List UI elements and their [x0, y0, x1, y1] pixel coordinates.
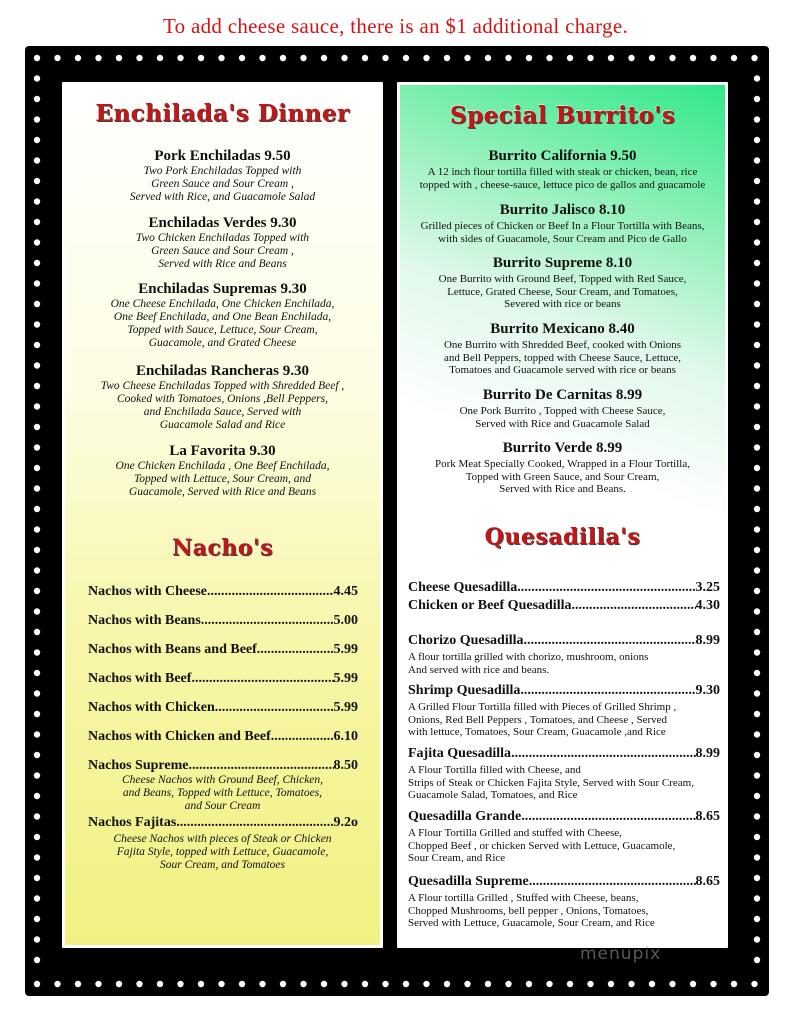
border-dot [34, 772, 40, 778]
border-dot [34, 260, 40, 266]
enchilada-item-description: Green Sauce and Sour Cream , [151, 178, 294, 190]
nacho-row [88, 613, 358, 629]
quesadilla-description: And served with rice and beans. [408, 663, 550, 676]
burrito-item-description: Grilled pieces of Chicken or Beef In a Flour Tortilla with Beans, [420, 220, 705, 232]
dot-leader [517, 580, 695, 596]
quesadilla-description: A Flour Tortilla Grilled and stuffed with Cheese, [408, 827, 622, 839]
nacho-price: 5.00 [333, 613, 358, 628]
border-dot [690, 55, 696, 61]
nacho-row [88, 584, 358, 600]
border-dot [239, 981, 245, 987]
border-dot [754, 916, 760, 922]
quesadilla-row [408, 598, 720, 614]
border-dot [34, 506, 40, 512]
enchilada-item-description: Topped with Lettuce, Sour Cream, and [133, 473, 312, 485]
border-dot [34, 321, 40, 327]
nacho-price: 5.99 [333, 671, 358, 686]
enchilada-item-description: One Cheese Enchilada, One Chicken Enchilada, [110, 298, 335, 310]
border-dot [754, 260, 760, 266]
nacho-row [88, 729, 358, 745]
enchilada-item-description: Guacamole, and Grated Cheese [148, 337, 297, 349]
border-dot [34, 690, 40, 696]
quesadilla-price: 9.30 [695, 683, 720, 698]
border-dot [526, 981, 532, 987]
border-dot [341, 55, 347, 61]
nachos-supreme-description: and Beans, Topped with Lettuce, Tomatoes, [122, 787, 323, 799]
enchilada-item-title: Enchiladas Verdes 9.30 [148, 215, 297, 231]
border-dot [95, 981, 101, 987]
border-dot [239, 55, 245, 61]
quesadilla-description: Guacamole Salad, Tomatoes, and Rice [408, 789, 578, 801]
quesadilla-description: A Flour tortilla Grilled , Stuffed with Cheese, beans, [408, 892, 639, 904]
border-dot [34, 362, 40, 368]
border-dot [34, 854, 40, 860]
border-dot [754, 198, 760, 204]
border-dot [34, 547, 40, 553]
border-dot [754, 895, 760, 901]
border-dot [754, 362, 760, 368]
border-dot [218, 55, 224, 61]
border-dot [754, 629, 760, 635]
border-dot [754, 875, 760, 881]
border-dot [34, 403, 40, 409]
border-dot [754, 752, 760, 758]
burrito-item-description: and Bell Peppers, topped with Cheese Sauce, Lettuce, [443, 351, 682, 364]
dot-leader [207, 584, 334, 600]
border-dot [54, 981, 60, 987]
nacho-price: 5.99 [333, 642, 358, 657]
enchilada-item-description: One Beef Enchilada, and One Bean Enchilada, [113, 311, 332, 323]
quesadilla-price: 3.25 [695, 580, 720, 595]
border-dot [177, 981, 183, 987]
border-dot [34, 280, 40, 286]
quesadilla-description: A flour tortilla grilled with chorizo, mushroom, onions [408, 651, 649, 663]
enchilada-item-description: One Chicken Enchilada , One Beef Enchilada, [115, 460, 330, 472]
border-dot [754, 854, 760, 860]
enchilada-item-description: Green Sauce and Sour Cream , [151, 245, 294, 257]
border-dot [754, 793, 760, 799]
border-dot [34, 526, 40, 532]
dot-leader [520, 683, 695, 699]
enchilada-item-description: Two Chicken Enchiladas Topped with [135, 232, 310, 244]
quesadillas-title: Quesadilla's [484, 524, 641, 550]
border-dot [754, 280, 760, 286]
border-dot [754, 608, 760, 614]
border-dot [34, 567, 40, 573]
border-dot [754, 772, 760, 778]
quesadilla-name: Shrimp Quesadilla [408, 683, 521, 698]
border-dot [754, 96, 760, 102]
dot-leader [257, 642, 334, 658]
border-dot [754, 137, 760, 143]
border-dot [34, 670, 40, 676]
cheese-sauce-notice: To add cheese sauce, there is an $1 additional charge. [162, 14, 629, 38]
nacho-name: Nachos with Beans [88, 613, 201, 628]
quesadilla-description: Chopped Mushrooms, bell pepper , Onions, Tomatoes, [408, 904, 649, 917]
border-dot [754, 485, 760, 491]
nacho-name: Nachos Supreme [88, 758, 189, 773]
border-dot [751, 55, 757, 61]
nacho-name: Nachos with Beef [88, 671, 192, 686]
border-dot [34, 137, 40, 143]
quesadilla-name: Quesadilla Supreme [408, 874, 529, 889]
dot-leader [511, 746, 695, 762]
burrito-item-description: Served with Rice and Guacamole Salad [475, 417, 650, 430]
quesadilla-description: with lettuce, Tomatoes, Sour Cream, Guacamole ,and Rice [408, 726, 666, 738]
border-dot [649, 981, 655, 987]
dot-leader [191, 671, 333, 687]
border-dot [362, 55, 368, 61]
border-dot [754, 649, 760, 655]
border-dot [754, 813, 760, 819]
enchilada-item-description: Guacamole, Served with Rice and Beans [128, 486, 317, 498]
border-dot [34, 957, 40, 963]
border-dot [567, 981, 573, 987]
border-dot [423, 981, 429, 987]
dot-leader [201, 613, 334, 629]
border-dot [54, 55, 60, 61]
dot-leader [176, 815, 333, 831]
border-dot [669, 55, 675, 61]
burrito-item-description: Pork Meat Specially Cooked, Wrapped in a Flour Tortilla, [434, 458, 690, 470]
quesadilla-price: 8.99 [695, 633, 720, 648]
border-dot [751, 981, 757, 987]
border-dot [34, 588, 40, 594]
quesadilla-price: 8.99 [695, 746, 720, 761]
enchilada-item-description: Served with Rice, and Guacamole Salad [129, 191, 316, 203]
nacho-name: Nachos with Chicken and Beef [88, 729, 271, 744]
enchilada-item-description: Guacamole Salad and Rice [159, 419, 286, 431]
border-dot [34, 116, 40, 122]
nachos-fajitas-description: Sour Cream, and Tomatoes [159, 859, 286, 871]
border-dot [34, 793, 40, 799]
nachos-supreme-description: and Sour Cream [184, 800, 261, 812]
border-dot [464, 55, 470, 61]
enchilada-item-title: La Favorita 9.30 [169, 443, 276, 459]
border-dot [34, 936, 40, 942]
border-dot [754, 936, 760, 942]
nacho-price: 5.99 [333, 700, 358, 715]
burrito-item-title: Burrito Supreme 8.10 [492, 255, 633, 271]
border-dot [710, 981, 716, 987]
border-dot [444, 981, 450, 987]
border-dot [116, 55, 122, 61]
border-dot [710, 55, 716, 61]
quesadilla-row [408, 580, 720, 596]
border-dot [587, 981, 593, 987]
nachos-fajitas-description: Cheese Nachos with pieces of Steak or Chicken [113, 833, 332, 845]
border-dot [34, 875, 40, 881]
border-dot [34, 981, 40, 987]
border-dot [754, 444, 760, 450]
border-dot [34, 239, 40, 245]
border-dot [157, 55, 163, 61]
burrito-item-description: Topped with Green Sauce, and Sour Cream, [465, 470, 660, 483]
border-dot [198, 55, 204, 61]
burrito-item-description: topped with , cheese-sauce, lettuce pico de gallos and guacamole [419, 178, 706, 191]
quesadilla-name: Chorizo Quesadilla [408, 633, 524, 648]
border-dot [567, 55, 573, 61]
border-dot [628, 55, 634, 61]
border-dot [34, 608, 40, 614]
nacho-row [88, 642, 358, 658]
border-dot [754, 403, 760, 409]
border-dot [464, 981, 470, 987]
nacho-price: 8.50 [333, 758, 358, 773]
border-dot [34, 711, 40, 717]
border-dot [526, 55, 532, 61]
nacho-price: 9.2o [333, 815, 358, 830]
quesadilla-description: Strips of Steak or Chicken Fajita Style, Served with Sour Cream, [408, 776, 694, 789]
dot-leader [529, 874, 696, 890]
border-dot [34, 649, 40, 655]
nacho-row [88, 700, 358, 716]
nachos-title: Nacho's [171, 535, 274, 561]
border-dot [754, 567, 760, 573]
enchilada-item-description: Two Cheese Enchiladas Topped with Shredded Beef , [100, 380, 345, 392]
border-dot [136, 55, 142, 61]
border-dot [34, 219, 40, 225]
border-dot [34, 424, 40, 430]
quesadilla-description: Served with Lettuce, Guacamole, Sour Cream, and Rice [408, 917, 655, 929]
burrito-item-description: One Pork Burrito , Topped with Cheese Sauce, [459, 405, 666, 417]
nachos-supreme-description: Cheese Nachos with Ground Beef, Chicken, [121, 774, 324, 786]
border-dot [485, 981, 491, 987]
border-dot [157, 981, 163, 987]
nacho-row [88, 758, 358, 774]
nacho-name: Nachos with Cheese [88, 584, 207, 599]
dot-leader [524, 633, 696, 649]
burrito-item-title: Burrito Verde 8.99 [502, 440, 623, 456]
border-dot [546, 981, 552, 987]
border-dot [754, 526, 760, 532]
quesadilla-description: Sour Cream, and Rice [408, 852, 506, 864]
border-dot [34, 731, 40, 737]
enchiladas-title: Enchilada's Dinner [95, 100, 350, 127]
border-dot [34, 629, 40, 635]
border-dot [754, 219, 760, 225]
border-dot [382, 981, 388, 987]
nacho-name: Nachos with Chicken [88, 700, 215, 715]
burrito-item-description: One Burrito with Ground Beef, Topped with Red Sauce, [438, 273, 687, 285]
border-dot [754, 301, 760, 307]
quesadilla-price: 8.65 [695, 809, 720, 824]
border-dot [177, 55, 183, 61]
nacho-row [88, 671, 358, 687]
quesadilla-row [408, 633, 720, 649]
quesadilla-description: A Grilled Flour Tortilla filled with Pieces of Grilled Shrimp , [408, 701, 677, 713]
border-dot [754, 547, 760, 553]
burrito-item-title: Burrito Mexicano 8.40 [490, 321, 635, 337]
border-dot [34, 383, 40, 389]
border-dot [754, 424, 760, 430]
dot-leader [271, 729, 334, 745]
border-dot [754, 506, 760, 512]
border-dot [754, 157, 760, 163]
burrito-item-title: Burrito De Carnitas 8.99 [482, 387, 643, 403]
quesadilla-row [408, 874, 720, 890]
border-dot [608, 55, 614, 61]
border-dot [754, 116, 760, 122]
enchilada-item-description: Topped with Sauce, Lettuce, Sour Cream, [127, 324, 318, 336]
enchilada-item-title: Pork Enchiladas 9.50 [154, 148, 291, 164]
quesadilla-description: Chopped Beef , or chicken Served with Lettuce, Guacamole, [408, 839, 676, 852]
quesadilla-row [408, 683, 720, 699]
enchilada-item-description: Served with Rice and Beans [158, 258, 287, 270]
enchilada-item-description: Cooked with Tomatoes, Onions ,Bell Peppers, [116, 393, 329, 405]
border-dot [690, 981, 696, 987]
border-dot [34, 96, 40, 102]
nacho-price: 6.10 [333, 729, 358, 744]
border-dot [321, 981, 327, 987]
border-dot [669, 981, 675, 987]
border-dot [754, 75, 760, 81]
quesadilla-name: Cheese Quesadilla [408, 580, 518, 595]
enchilada-item-title: Enchiladas Rancheras 9.30 [136, 363, 309, 379]
border-dot [403, 981, 409, 987]
quesadilla-row [408, 746, 720, 762]
border-dot [403, 55, 409, 61]
quesadilla-row [408, 809, 720, 825]
border-dot [198, 981, 204, 987]
border-dot [754, 731, 760, 737]
border-dot [731, 55, 737, 61]
border-dot [608, 981, 614, 987]
burrito-item-description: Tomatoes and Guacamole served with rice or beans [449, 364, 676, 376]
quesadilla-price: 8.65 [695, 874, 720, 889]
dot-leader [215, 700, 334, 716]
burrito-item-description: Severed with rice or beans [504, 298, 621, 310]
border-dot [34, 301, 40, 307]
quesadilla-description: Onions, Red Bell Peppers , Tomatoes, and Cheese , Served [408, 713, 668, 726]
border-dot [731, 981, 737, 987]
enchilada-item-description: and Enchilada Sauce, Served with [143, 406, 302, 418]
border-dot [280, 981, 286, 987]
burrito-item-description: Served with Rice and Beans. [499, 483, 626, 495]
border-dot [754, 465, 760, 471]
border-dot [754, 670, 760, 676]
border-dot [754, 239, 760, 245]
border-dot [136, 981, 142, 987]
burrito-item-description: One Burrito with Shredded Beef, cooked with Onions [443, 339, 682, 351]
border-dot [218, 981, 224, 987]
burritos-title: Special Burrito's [449, 102, 676, 129]
nacho-name: Nachos with Beans and Beef [88, 642, 257, 657]
border-dot [444, 55, 450, 61]
border-dot [34, 342, 40, 348]
border-dot [75, 981, 81, 987]
border-dot [341, 981, 347, 987]
burrito-item-title: Burrito Jalisco 8.10 [499, 202, 626, 218]
border-dot [34, 916, 40, 922]
border-dot [649, 55, 655, 61]
border-dot [587, 55, 593, 61]
enchilada-item-description: Two Pork Enchiladas Topped with [143, 165, 302, 177]
border-dot [75, 55, 81, 61]
quesadilla-description: A Flour Tortilla filled with Cheese, and [408, 764, 581, 776]
border-dot [34, 895, 40, 901]
quesadilla-name: Fajita Quesadilla [408, 746, 512, 761]
burrito-item-description: Lettuce, Grated Cheese, Sour Cream, and Tomatoes, [447, 285, 678, 298]
burrito-item-title: Burrito California 9.50 [488, 148, 637, 164]
border-dot [34, 834, 40, 840]
border-dot [754, 957, 760, 963]
nacho-name: Nachos Fajitas [88, 815, 177, 830]
border-dot [34, 444, 40, 450]
border-dot [34, 198, 40, 204]
dot-leader [521, 809, 695, 825]
border-dot [300, 55, 306, 61]
nacho-price: 4.45 [333, 584, 358, 599]
quesadilla-name: Quesadilla Grande [408, 809, 522, 824]
border-dot [382, 55, 388, 61]
nachos-fajitas-description: Fajita Style, topped with Lettuce, Guacamole, [116, 846, 329, 858]
border-dot [754, 711, 760, 717]
border-dot [423, 55, 429, 61]
quesadilla-price: 4.30 [695, 598, 720, 613]
border-dot [34, 485, 40, 491]
border-dot [754, 383, 760, 389]
border-dot [754, 834, 760, 840]
dot-leader [188, 758, 333, 774]
border-dot [34, 752, 40, 758]
border-dot [34, 157, 40, 163]
border-dot [754, 342, 760, 348]
border-dot [754, 588, 760, 594]
border-dot [34, 465, 40, 471]
dot-leader [571, 598, 695, 614]
border-dot [505, 55, 511, 61]
border-dot [754, 178, 760, 184]
border-dot [754, 690, 760, 696]
border-dot [754, 321, 760, 327]
border-dot [95, 55, 101, 61]
border-dot [259, 981, 265, 987]
burrito-item-description: with sides of Guacamole, Sour Cream and Pico de Gallo [438, 232, 687, 245]
border-dot [34, 55, 40, 61]
border-dot [34, 75, 40, 81]
border-dot [628, 981, 634, 987]
border-dot [321, 55, 327, 61]
watermark-text: menupix [580, 944, 662, 964]
border-dot [280, 55, 286, 61]
border-dot [34, 178, 40, 184]
border-dot [505, 981, 511, 987]
border-dot [546, 55, 552, 61]
nacho-row [88, 815, 358, 831]
enchilada-item-title: Enchiladas Supremas 9.30 [138, 281, 307, 297]
border-dot [259, 55, 265, 61]
border-dot [362, 981, 368, 987]
border-dot [34, 813, 40, 819]
quesadilla-name: Chicken or Beef Quesadilla [408, 598, 572, 613]
burrito-item-description: A 12 inch flour tortilla filled with steak or chicken, bean, rice [427, 166, 698, 178]
border-dot [116, 981, 122, 987]
border-dot [485, 55, 491, 61]
border-dot [300, 981, 306, 987]
